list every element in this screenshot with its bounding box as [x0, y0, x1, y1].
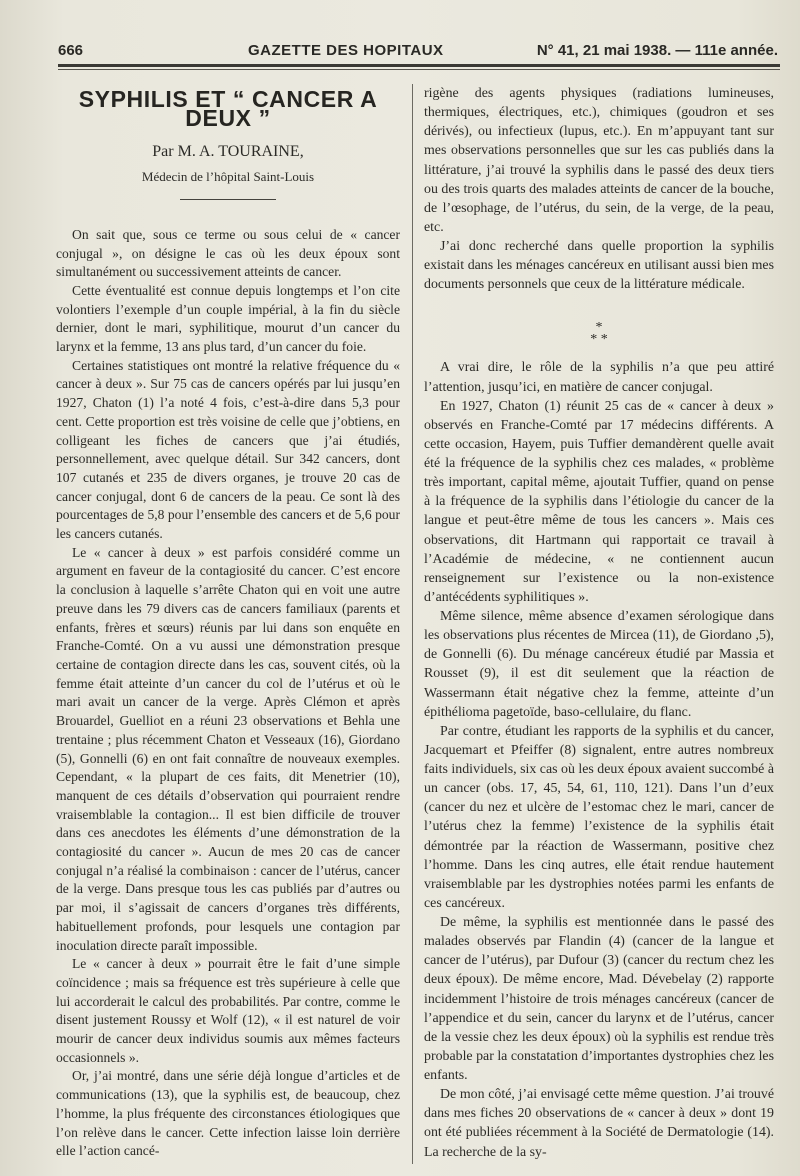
title-separator: [180, 199, 276, 200]
issue-info: N° 41, 21 mai 1938. — 111e année.: [536, 42, 778, 59]
page-number: 666: [58, 42, 84, 59]
paragraph: Le « cancer à deux » pourrait être le fait d’une simple coïncidence ; mais sa fréquence est très supérieure à celle que lui accorderait le calcul des probabilités. Par contre, comme le disent justement Roussy et Wolf (12), « il est naturel de voir mourir de cancer deux individus soumis aux mêmes facteurs occasionnels ».: [56, 956, 400, 1065]
journal-title: GAZETTE DES HOPITAUX: [248, 42, 444, 59]
right-column: [424, 84, 774, 1162]
paragraph: Certaines statistiques ont montré la relative fréquence du « cancer à deux ». Sur 75 cas de cancers opérés par lui jusqu’en 1927, Chaton (1) l’a noté 4 fois, c’est-à-dire dans 5,3 pour cent. Cette proportion est très voisine de celle que j’obtiens, en colligeant les fiches de cancers que j’ai étudiés, personnellement, avec quelque détail. Sur 342 cancers, dont 107 cutanés et 235 de divers organes, je trouve 20 cas de cancer conjugal, dont 6 de cancers de la peau. Ce sont là des pourcentages de 5,8 pour l’ensemble des cancers et de 5,6 pour les cancers cutanés.: [56, 357, 400, 542]
paragraph: Par contre, étudiant les rapports de la syphilis et du cancer, Jacquemart et Pfeiffer (8) signalent, entre autres nombreux faits individuels, six cas où les deux époux avaient succombé à un cancer (obs. 17, 45, 54, 61, 110, 121). Dans l’un d’eux (cancer du nez et ulcère de l’estomac chez le mari, cancer de l’utérus chez la femme) l’existence de la syphilis était démontrée par la réaction de Wassermann, positive chez l’homme. Dans les cinq autres, elle était rendue hautement vraisemblable par les dystrophies notées parmi les enfants de ces cancéreux.: [424, 723, 774, 911]
author-affiliation: Médecin de l’hôpital Saint-Louis: [141, 169, 315, 185]
article-title: SYPHILIS ET “ CANCER A DEUX ”: [78, 86, 378, 131]
paragraph: Or, j’ai montré, dans une série déjà longue d’articles et de communications (13), que la syphilis est, de beaucoup, chez l’homme, la plus fréquente des circonstances étiologiques que l’on relève dans le cancer. Cette infection laisse loin derrière elle l’action cancé-: [56, 1068, 400, 1159]
paragraph: De mon côté, j’ai envisagé cette même question. J’ai trouvé dans mes fiches 20 observations de « cancer à deux » dont 19 ont été publiées récemment à la Société de Dermatologie (14). La recherche de la sy-: [424, 1087, 774, 1160]
column-divider: [412, 84, 413, 1164]
paragraph: J’ai donc recherché dans quelle proportion la syphilis existait dans les ménages cancéreux en utilisant aussi bien mes documents personnels que ceux de la littérature médicale.: [424, 239, 774, 293]
left-column: [56, 84, 400, 1161]
paragraph: Cette éventualité est connue depuis longtemps et l’on cite volontiers l’exemple d’un couple impérial, à la fin du siècle dernier, dont le mari, syphilitique, mourut d’un cancer du larynx et la femme, 13 ans plus tard, d’un cancer du foie.: [56, 282, 400, 355]
author-byline: Par M. A. TOURAINE,: [152, 143, 304, 161]
paragraph: De même, la syphilis est mentionnée dans le passé des malades observés par Flandin (4) (cancer de la langue et cancer de l’utérus), par Dufour (3) (cancer du rectum chez les deux époux). De même encore, Mad. Dévebelay (2) rapporte incidemment l’histoire de trois ménages cancéreux (cancer de l’appendice et du sein, cancer du larynx et de l’utérus, cancer de la vessie chez les deux époux) où la syphilis est rendue très probable par la constatation d’importantes dystrophies chez les enfants.: [424, 915, 774, 1083]
paragraph: rigène des agents physiques (radiations lumineuses, thermiques, électriques, etc.), chimiques (goudron et ses dérivés), ou infectieux (lupus, etc.). En m’appuyant tant sur mes observations personnelles que sur les cas publiés dans la littérature, j’ai trouvé la syphilis dans le passé des deux tiers ou des trois quarts des malades atteints de cancer de la bouche, de l’œsophage, de l’utérus, du sein, de la verge, de la peau, etc.: [424, 86, 774, 235]
header-rule-thin: [58, 69, 780, 70]
paragraph: Le « cancer à deux » est parfois considéré comme un argument en faveur de la contagiosité du cancer. C’est encore la conclusion à laquelle s’arrête Chaton qui en voit une autre preuve dans les 79 divers cas de cancers familiaux (parents et enfants, frères et sœurs) réunis par lui dans son enquête en Franche-Comté. On a vu aussi une démonstration presque certaine de contagion directe dans les cas, souvent cités, où la femme était atteinte d’un cancer du col de l’utérus et où le mari avait un cancer de la verge. Après Clémon et après Brouardel, Guelliot en a réuni 23 observations et Behla une trentaine ; plus récemment Chaton et Vesseaux (16), Giordano (5), Gonnelli (6) en ont fait connaître de nouveaux exemples. Cependant, « la plupart de ces faits, dit Menetrier (10), manquent de ces détails d’observation qui pourraient rendre vraisemblable la contagion... Il est bien difficile de trouver dans ces anecdotes les éléments d’une démonstration de la contagiosité du cancer ». Aucun de mes 20 cas de cancer conjugal n’a réalisé la combinaison : cancer de l’utérus, cancer de la verge. Dans presque tous les cas publiés par d’autres ou par moi, il s’agissait de cancers d’organes très différents, habituellement profonds, pour lesquels une contagion par inoculation directe paraît impossible.: [56, 544, 400, 953]
header-rule-thick: [58, 64, 780, 67]
paragraph: Même silence, même absence d’examen sérologique dans les observations plus récentes de Mircea (11), de Giordano ,5), de Gonnelli (6). Du ménage cancéreux étudié par Massia et Rousset (9), il est dit seulement que la réaction de Wassermann était négative chez la femme, atteinte d’un épithélioma pagetoïde, baso-cellulaire, du flanc.: [424, 609, 774, 720]
paragraph: On sait que, sous ce terme ou sous celui de « cancer conjugal », on désigne le cas où les deux époux sont simultanément ou successivement atteints de cancer.: [56, 226, 400, 280]
paragraph: A vrai dire, le rôle de la syphilis n’a que peu attiré l’attention, jusqu’ici, en matière de cancer conjugal.: [424, 360, 774, 395]
paragraph: En 1927, Chaton (1) réunit 25 cas de « cancer à deux » observés en Franche-Comté par 17 médecins différents. A cette occasion, Hayem, puis Tuffier demandèrent quelle avait été la fréquence de la syphilis chez ces malades, « problème très important, capital même, ajoutait Tuffier, quand on pense à la fréquence de la syphilis dans l’étiologie du cancer de la langue et peut-être même de tous les cancers ». Mais ces observations, dit Hartmann qui rapportait ce travail à l’Académie de médecine, « ne contiennent aucun renseignement sur l’existence ou la non-existence d’antécédents syphilitiques ».: [424, 398, 774, 605]
section-asterism: * * *: [590, 320, 608, 348]
running-header: [58, 42, 778, 62]
